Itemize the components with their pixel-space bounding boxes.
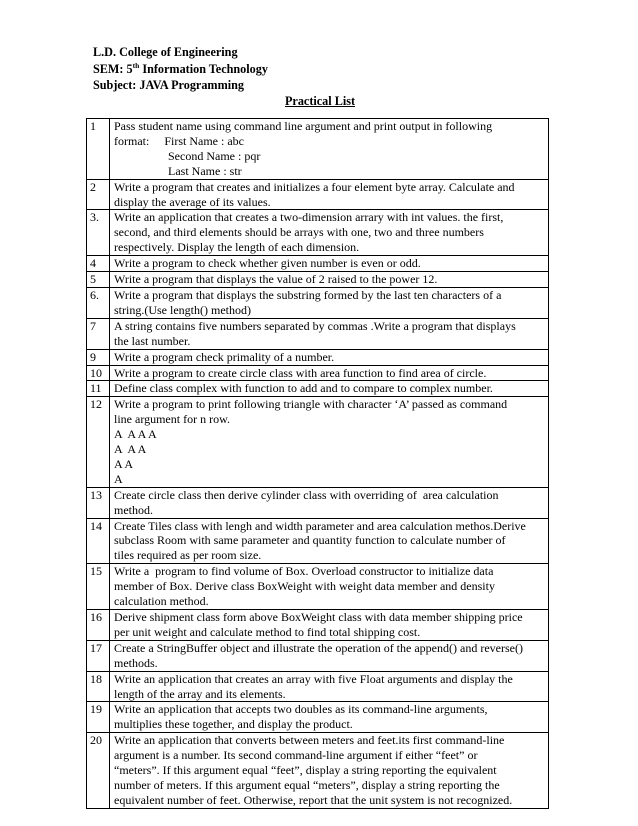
description-line: “meters”. If this argument equal “feet”, display a string reporting the equivalent — [114, 763, 497, 778]
practical-number: 9 — [87, 349, 110, 365]
description-line: Write a program to find volume of Box. Overload constructor to initialize data — [114, 564, 494, 579]
practical-row — [87, 733, 549, 809]
practical-row — [87, 671, 549, 702]
practical-row — [87, 179, 549, 210]
description-line: per unit weight and calculate method to find total shipping cost. — [114, 624, 421, 639]
practical-description — [110, 365, 549, 381]
description-line: member of Box. Derive class BoxWeight with weight data member and density — [114, 579, 495, 594]
practical-row — [87, 256, 549, 272]
practical-description — [110, 381, 549, 397]
description-line: second, and third elements should be arrays with one, two and three numbers — [114, 225, 484, 240]
description-line: Create a StringBuffer object and illustrate the operation of the append() and reverse() — [114, 640, 523, 655]
practical-row — [87, 487, 549, 518]
practical-row — [87, 564, 549, 610]
subject-line: Subject: JAVA Programming — [93, 78, 244, 92]
description-line: A string contains five numbers separated by commas .Write a program that displays — [114, 318, 516, 333]
description-line: tiles required as per room size. — [114, 548, 262, 563]
practical-description — [110, 702, 549, 733]
practical-description — [110, 179, 549, 210]
description-line: Write a program that displays the substring formed by the last ten characters of a — [114, 287, 502, 302]
practical-description — [110, 487, 549, 518]
description-line: line argument for n row. — [114, 412, 230, 427]
practical-description — [110, 272, 549, 288]
description-line: equivalent number of feet. Otherwise, report that the unit system is not recognized. — [114, 792, 513, 807]
description-line: Write a program check primality of a number. — [114, 349, 335, 364]
practical-number: 12 — [87, 397, 110, 487]
description-line: Write a program that creates and initializes a four element byte array. Calculate and — [114, 179, 515, 194]
practical-description — [110, 210, 549, 256]
practical-description — [110, 349, 549, 365]
description-line: display the average of its values. — [114, 194, 271, 209]
practical-number: 13 — [87, 487, 110, 518]
practical-row — [87, 381, 549, 397]
practical-list-body — [87, 119, 549, 809]
description-line: Create circle class then derive cylinder class with overriding of area calculation — [114, 487, 499, 502]
practical-row — [87, 272, 549, 288]
practical-number: 19 — [87, 702, 110, 733]
practical-row — [87, 702, 549, 733]
practical-number: 11 — [87, 381, 110, 397]
practical-number: 7 — [87, 318, 110, 349]
description-line: Derive shipment class form above BoxWeight class with data member shipping price — [114, 610, 523, 624]
description-line: Write a program to print following triangle with character ‘A’ passed as command — [114, 397, 508, 412]
description-line: string.(Use length() method) — [114, 302, 251, 317]
description-line: Write an application that creates a two-dimension arrary with int values. the first, — [114, 210, 504, 225]
description-line: calculation method. — [114, 594, 209, 609]
practical-row — [87, 518, 549, 564]
practical-number: 1 — [87, 119, 110, 180]
description-line: Pass student name using command line argument and print output in following — [114, 119, 493, 133]
practical-row — [87, 349, 549, 365]
practical-description — [110, 671, 549, 702]
title-container — [0, 92, 638, 110]
practical-number: 3. — [87, 210, 110, 256]
practical-number: 2 — [87, 179, 110, 210]
description-line: A — [114, 471, 123, 486]
document-header — [93, 44, 268, 94]
semester-superscript: th — [132, 60, 140, 70]
practical-description — [110, 318, 549, 349]
description-line: Write a program to create circle class with area function to find area of circle. — [114, 365, 487, 380]
description-line: length of the array and its elements. — [114, 686, 286, 701]
practical-row — [87, 610, 549, 641]
practical-number: 6. — [87, 287, 110, 318]
practical-number: 10 — [87, 365, 110, 381]
description-line: argument is a number. Its second command-line argument if either “feet” or — [114, 748, 478, 763]
practical-number: 18 — [87, 671, 110, 702]
practical-row — [87, 318, 549, 349]
description-line: format: First Name : abc — [114, 133, 244, 148]
practical-description — [110, 564, 549, 610]
description-line: multiplies these together, and display the product. — [114, 717, 353, 732]
page-title: Practical List — [284, 94, 356, 108]
practical-description — [110, 397, 549, 487]
practical-description — [110, 640, 549, 671]
practical-number: 15 — [87, 564, 110, 610]
description-line: number of meters. If this argument equal “meters”, display a string reporting the — [114, 777, 500, 792]
practical-description — [110, 256, 549, 272]
description-line: A A A A — [114, 427, 157, 442]
practical-number: 14 — [87, 518, 110, 564]
description-line: method. — [114, 502, 153, 517]
practical-row — [87, 287, 549, 318]
college-name: L.D. College of Engineering — [93, 45, 238, 59]
description-line: A A — [114, 456, 134, 471]
practical-row — [87, 397, 549, 487]
semester-prefix: SEM: 5 — [93, 61, 133, 76]
description-line: subclass Room with same parameter and quantity function to calculate number of — [114, 533, 506, 548]
practical-row — [87, 365, 549, 381]
practical-list-table — [86, 118, 549, 809]
semester-line — [93, 61, 268, 78]
description-line: Write an application that converts between meters and feet.its first command-line — [114, 733, 505, 748]
description-line: A A A — [114, 442, 147, 457]
practical-number: 5 — [87, 272, 110, 288]
semester-suffix: Information Technology — [139, 61, 268, 76]
practical-description — [110, 733, 549, 809]
practical-row — [87, 640, 549, 671]
practical-row — [87, 210, 549, 256]
description-line: Create Tiles class with lengh and width parameter and area calculation methos.Derive — [114, 518, 526, 533]
practical-number: 20 — [87, 733, 110, 809]
description-line: Write a program to check whether given number is even or odd. — [114, 256, 421, 271]
description-line: Last Name : str — [114, 163, 242, 178]
description-line: Write an application that creates an array with five Float arguments and display the — [114, 671, 513, 686]
practical-description — [110, 287, 549, 318]
description-line: Define class complex with function to add and to compare to complex number. — [114, 381, 493, 396]
description-line: the last number. — [114, 333, 191, 348]
description-line: Write an application that accepts two doubles as its command-line arguments, — [114, 702, 488, 717]
practical-description — [110, 518, 549, 564]
practical-number: 17 — [87, 640, 110, 671]
practical-description — [110, 119, 549, 180]
practical-row — [87, 119, 549, 180]
practical-number: 4 — [87, 256, 110, 272]
practical-number: 16 — [87, 610, 110, 641]
description-line: Write a program that displays the value of 2 raised to the power 12. — [114, 272, 438, 287]
description-line: respectively. Display the length of each dimension. — [114, 240, 360, 255]
description-line: Second Name : pqr — [114, 148, 261, 163]
practical-description — [110, 610, 549, 641]
description-line: methods. — [114, 655, 158, 670]
